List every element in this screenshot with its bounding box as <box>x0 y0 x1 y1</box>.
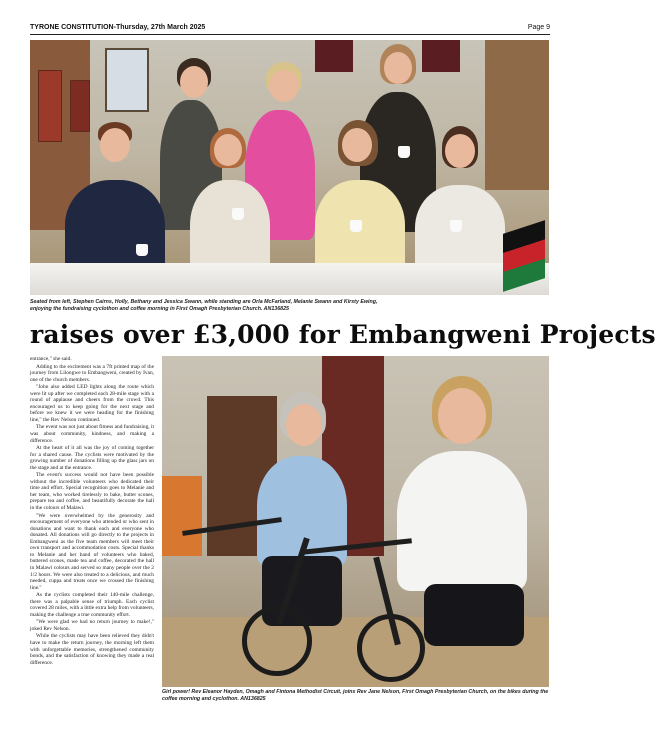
masthead: TYRONE CONSTITUTION-Thursday, 27th March 2025 <box>30 24 206 31</box>
paragraph: "John also added LED lights along the route which were lit up after we completed each 28-mile stage with a round of applause and cheers from the crowd. This encouraged us to keep going for the next stage and before we knew it we were heading for the finishing line," the Rev Nelson continued. <box>30 384 154 423</box>
paragraph: The event was not just about fitness and fundraising, it was about community, kindness, and making a difference. <box>30 424 154 444</box>
paragraph: "We were overwhelmed by the generosity and encouragement of everyone who attended or who sent in donations and want to thank each and everyone who donated. All donations will go directly to the projects in Embangweni as the five team members will meet their own transport and accommodation costs. Special thanks to Melanie and her band of volunteers who baked, buttered scones, made tea and coffee, decorated the hall in Malawi colours and served so many people over the 2 1/2 hours. We were also treated to a delicious, and much needed, cuppa and treats once we crossed the finishing line." <box>30 512 154 591</box>
top-photo-caption: Seated from left, Stephen Cairns, Holly, Bethany and Jessica Swann, while standing are Orla McFarland, Melanie Swann and Kirsty Ewing, enjoying the fundraising cyclothon and coffee morning in First Omagh Presbyterian Church. AN136825 <box>30 299 378 312</box>
paragraph: While the cyclists may have been relieved they didn't have to make the return journey, the morning left them with unforgettable memories, strengthened community bonds, and the satisfaction of knowing they made a real difference. <box>30 633 154 666</box>
paragraph: As the cyclists completed their 140-mile challenge, there was a palpable sense of triumph. Each cyclist covered 28 miles, with a little extra help from volunteers, making the challenge a true community effort. <box>30 592 154 618</box>
paragraph: Adding to the excitement was a 7ft printed map of the journey from Lilongwe to Embangweni, created by Ivan, one of the church members. <box>30 363 154 383</box>
header-divider <box>30 34 550 35</box>
paragraph: At the heart of it all was the joy of coming together for a shared cause. The cyclists were motivated by the growing number of donations filling up the glass jars on the stage and at the entrance. <box>30 445 154 471</box>
paragraph: "We were glad we had no return journey to make!," joked Rev Nelson. <box>30 619 154 632</box>
bottom-photo <box>162 356 549 687</box>
paragraph: entrance," she said. <box>30 356 72 362</box>
table <box>30 263 549 295</box>
top-photo <box>30 40 549 295</box>
paragraph: The event's success would not have been possible without the incredible volunteers who dedicated their time and effort. Special recognition goes to Melanie and her team, who worked tirelessly to bake, butter scones, prepare tea and coffee, and beautifully decorate the hall in the colours of Malawi. <box>30 472 154 512</box>
page-number: Page 9 <box>527 24 550 31</box>
bottom-photo-caption: Girl power! Rev Eleanor Hayden, Omagh and Fintona Methodist Circuit, joins Rev Jane Nelson, First Omagh Presbyterian Church, on the bikes during the coffee morning and cyclothon. AN136825 <box>162 689 549 702</box>
article-column <box>30 356 154 700</box>
headline: raises over £3,000 for Embangweni Projects <box>30 320 656 349</box>
